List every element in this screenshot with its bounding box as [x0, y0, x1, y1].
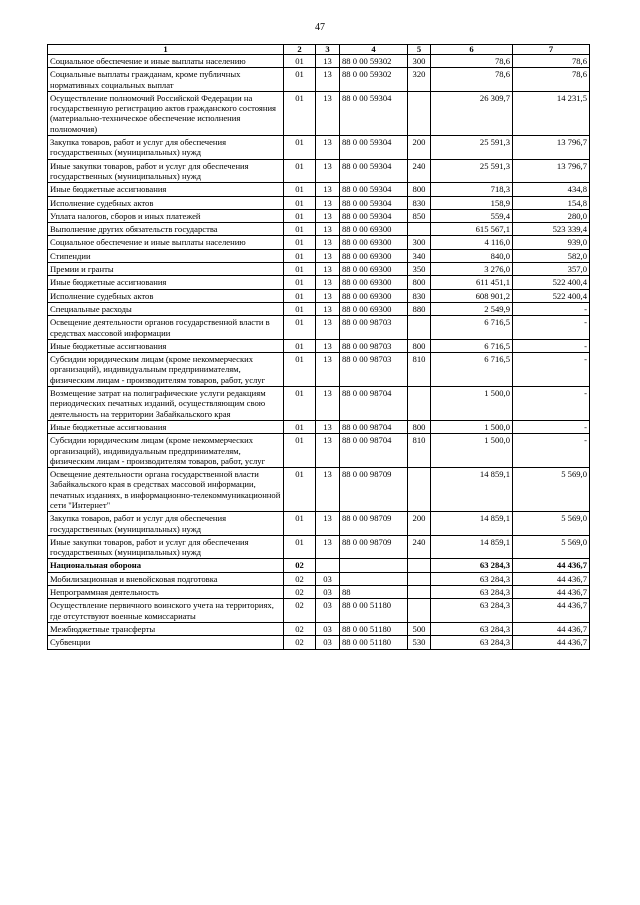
amount-cell-col6: 158,9	[431, 196, 513, 209]
target-article-code-cell: 88 0 00 98703	[340, 339, 408, 352]
section-code-cell: 01	[284, 249, 316, 262]
amount-cell-col7: 44 436,7	[513, 586, 590, 599]
amount-cell-col7: 44 436,7	[513, 572, 590, 585]
expense-type-code-cell: 300	[408, 55, 431, 68]
expense-type-code-cell: 350	[408, 263, 431, 276]
subsection-code-cell: 03	[316, 622, 340, 635]
row-name-cell: Субвенции	[48, 636, 284, 649]
target-article-code-cell: 88 0 00 59304	[340, 183, 408, 196]
table-row	[48, 535, 590, 559]
amount-cell-col6: 6 716,5	[431, 353, 513, 387]
subsection-code-cell: 13	[316, 387, 340, 421]
amount-cell-col6: 1 500,0	[431, 420, 513, 433]
expense-type-code-cell	[408, 468, 431, 512]
table-row	[48, 512, 590, 536]
row-name-cell: Социальные выплаты гражданам, кроме публичных нормативных социальных выплат	[48, 68, 284, 92]
expense-type-code-cell	[408, 387, 431, 421]
amount-cell-col6: 1 500,0	[431, 434, 513, 468]
target-article-code-cell: 88 0 00 98703	[340, 316, 408, 340]
amount-cell-col6: 559,4	[431, 209, 513, 222]
subsection-code-cell: 13	[316, 420, 340, 433]
subsection-code-cell: 13	[316, 68, 340, 92]
subsection-code-cell: 13	[316, 55, 340, 68]
target-article-code-cell: 88 0 00 69300	[340, 302, 408, 315]
amount-cell-col6: 26 309,7	[431, 91, 513, 135]
amount-cell-col6: 78,6	[431, 68, 513, 92]
target-article-code-cell: 88 0 00 59304	[340, 196, 408, 209]
subsection-code-cell: 13	[316, 159, 340, 183]
table-row	[48, 55, 590, 68]
subsection-code-cell: 03	[316, 586, 340, 599]
row-name-cell: Иные бюджетные ассигнования	[48, 339, 284, 352]
subsection-code-cell: 03	[316, 599, 340, 623]
table-row	[48, 276, 590, 289]
subsection-code-cell: 13	[316, 316, 340, 340]
amount-cell-col7: 5 569,0	[513, 468, 590, 512]
expense-type-code-cell: 200	[408, 512, 431, 536]
amount-cell-col7: 5 569,0	[513, 512, 590, 536]
row-name-cell: Исполнение судебных актов	[48, 196, 284, 209]
amount-cell-col7: -	[513, 387, 590, 421]
section-code-cell: 01	[284, 302, 316, 315]
amount-cell-col7: 280,0	[513, 209, 590, 222]
section-code-cell: 02	[284, 622, 316, 635]
amount-cell-col7: 154,8	[513, 196, 590, 209]
row-name-cell: Уплата налогов, сборов и иных платежей	[48, 209, 284, 222]
target-article-code-cell: 88 0 00 59304	[340, 91, 408, 135]
amount-cell-col7: 44 436,7	[513, 599, 590, 623]
expense-type-code-cell: 880	[408, 302, 431, 315]
amount-cell-col6: 63 284,3	[431, 559, 513, 572]
amount-cell-col7: -	[513, 434, 590, 468]
section-code-cell: 01	[284, 183, 316, 196]
row-name-cell: Межбюджетные трансферты	[48, 622, 284, 635]
subsection-code-cell: 13	[316, 263, 340, 276]
expense-type-code-cell: 320	[408, 68, 431, 92]
subsection-code-cell: 13	[316, 353, 340, 387]
target-article-code-cell: 88 0 00 59302	[340, 68, 408, 92]
amount-cell-col6: 6 716,5	[431, 316, 513, 340]
target-article-code-cell	[340, 572, 408, 585]
subsection-code-cell: 13	[316, 339, 340, 352]
subsection-code-cell: 13	[316, 249, 340, 262]
expense-type-code-cell	[408, 586, 431, 599]
row-name-cell: Освещение деятельности органа государственной власти Забайкальского края в средствах массовой информации, печатных изданиях, в информационно-телекоммуникационной сети "Интернет"	[48, 468, 284, 512]
expense-type-code-cell: 340	[408, 249, 431, 262]
target-article-code-cell: 88 0 00 69300	[340, 276, 408, 289]
row-name-cell: Субсидии юридическим лицам (кроме некоммерческих организаций), индивидуальным предпринимателям, физическим лицам - производителям товаров, работ, услуг	[48, 353, 284, 387]
amount-cell-col7: 44 436,7	[513, 622, 590, 635]
target-article-code-cell: 88 0 00 98704	[340, 434, 408, 468]
table-row	[48, 289, 590, 302]
table-row	[48, 209, 590, 222]
amount-cell-col6: 608 901,2	[431, 289, 513, 302]
amount-cell-col6: 840,0	[431, 249, 513, 262]
target-article-code-cell: 88 0 00 59302	[340, 55, 408, 68]
expense-type-code-cell: 830	[408, 289, 431, 302]
amount-cell-col6: 4 116,0	[431, 236, 513, 249]
row-name-cell: Премии и гранты	[48, 263, 284, 276]
subsection-code-cell: 13	[316, 512, 340, 536]
amount-cell-col6: 14 859,1	[431, 468, 513, 512]
table-row	[48, 572, 590, 585]
row-name-cell: Освещение деятельности органов государственной власти в средствах массовой информации	[48, 316, 284, 340]
target-article-code-cell: 88 0 00 98709	[340, 468, 408, 512]
expense-type-code-cell: 530	[408, 636, 431, 649]
table-row	[48, 468, 590, 512]
section-code-cell: 01	[284, 196, 316, 209]
table-row	[48, 91, 590, 135]
column-header: 7	[513, 45, 590, 55]
section-code-cell: 02	[284, 572, 316, 585]
table-row	[48, 339, 590, 352]
target-article-code-cell: 88 0 00 69300	[340, 249, 408, 262]
row-name-cell: Иные закупки товаров, работ и услуг для обеспечения государственных (муниципальных) нужд	[48, 535, 284, 559]
expense-type-code-cell: 300	[408, 236, 431, 249]
target-article-code-cell: 88	[340, 586, 408, 599]
table-row	[48, 196, 590, 209]
amount-cell-col6: 14 859,1	[431, 535, 513, 559]
subsection-code-cell: 13	[316, 468, 340, 512]
amount-cell-col7: 44 436,7	[513, 636, 590, 649]
section-code-cell: 01	[284, 316, 316, 340]
expense-type-code-cell: 800	[408, 183, 431, 196]
table-row	[48, 316, 590, 340]
subsection-code-cell: 13	[316, 236, 340, 249]
row-name-cell: Иные закупки товаров, работ и услуг для обеспечения государственных (муниципальных) нужд	[48, 159, 284, 183]
column-header: 1	[48, 45, 284, 55]
amount-cell-col6: 63 284,3	[431, 599, 513, 623]
table-row	[48, 302, 590, 315]
amount-cell-col6: 3 276,0	[431, 263, 513, 276]
subsection-code-cell: 13	[316, 183, 340, 196]
subsection-code-cell: 13	[316, 136, 340, 160]
subsection-code-cell: 13	[316, 434, 340, 468]
expense-type-code-cell: 800	[408, 339, 431, 352]
target-article-code-cell: 88 0 00 69300	[340, 223, 408, 236]
row-name-cell: Закупка товаров, работ и услуг для обеспечения государственных (муниципальных) нужд	[48, 512, 284, 536]
amount-cell-col6: 14 859,1	[431, 512, 513, 536]
section-code-cell: 01	[284, 276, 316, 289]
row-name-cell: Специальные расходы	[48, 302, 284, 315]
amount-cell-col6: 25 591,3	[431, 136, 513, 160]
expense-type-code-cell: 810	[408, 353, 431, 387]
section-code-cell: 01	[284, 91, 316, 135]
expense-type-code-cell	[408, 559, 431, 572]
page-number: 47	[315, 22, 325, 33]
expense-type-code-cell	[408, 316, 431, 340]
amount-cell-col7: -	[513, 302, 590, 315]
amount-cell-col7: -	[513, 339, 590, 352]
table-row	[48, 636, 590, 649]
section-code-cell: 01	[284, 223, 316, 236]
subsection-code-cell: 13	[316, 276, 340, 289]
section-code-cell: 02	[284, 586, 316, 599]
section-code-cell: 01	[284, 209, 316, 222]
expense-type-code-cell: 240	[408, 535, 431, 559]
amount-cell-col7: 357,0	[513, 263, 590, 276]
amount-cell-col7: 13 796,7	[513, 159, 590, 183]
amount-cell-col7: -	[513, 316, 590, 340]
amount-cell-col7: -	[513, 420, 590, 433]
table-row	[48, 353, 590, 387]
expense-type-code-cell	[408, 91, 431, 135]
amount-cell-col6: 2 549,9	[431, 302, 513, 315]
target-article-code-cell: 88 0 00 98703	[340, 353, 408, 387]
amount-cell-col7: 522 400,4	[513, 276, 590, 289]
amount-cell-col7: 78,6	[513, 55, 590, 68]
amount-cell-col6: 615 567,1	[431, 223, 513, 236]
row-name-cell: Социальное обеспечение и иные выплаты населению	[48, 236, 284, 249]
target-article-code-cell: 88 0 00 59304	[340, 209, 408, 222]
amount-cell-col7: 13 796,7	[513, 136, 590, 160]
target-article-code-cell	[340, 559, 408, 572]
section-code-cell: 01	[284, 159, 316, 183]
amount-cell-col6: 63 284,3	[431, 622, 513, 635]
section-code-cell: 01	[284, 420, 316, 433]
section-code-cell: 01	[284, 353, 316, 387]
section-code-cell: 01	[284, 434, 316, 468]
subsection-code-cell	[316, 559, 340, 572]
section-code-cell: 02	[284, 599, 316, 623]
expense-type-code-cell: 500	[408, 622, 431, 635]
target-article-code-cell: 88 0 00 69300	[340, 289, 408, 302]
subsection-code-cell: 03	[316, 636, 340, 649]
row-name-cell: Осуществление полномочий Российской Федерации на государственную регистрацию актов гражданского состояния (материально-техническое обеспечение исполнения полномочия)	[48, 91, 284, 135]
section-code-cell: 01	[284, 512, 316, 536]
table-row	[48, 236, 590, 249]
table-header-row	[48, 45, 590, 55]
row-name-cell: Иные бюджетные ассигнования	[48, 420, 284, 433]
expense-type-code-cell: 240	[408, 159, 431, 183]
amount-cell-col7: 523 339,4	[513, 223, 590, 236]
row-name-cell: Иные бюджетные ассигнования	[48, 276, 284, 289]
target-article-code-cell: 88 0 00 98704	[340, 420, 408, 433]
table-row	[48, 434, 590, 468]
target-article-code-cell: 88 0 00 69300	[340, 236, 408, 249]
section-code-cell: 01	[284, 339, 316, 352]
amount-cell-col6: 6 716,5	[431, 339, 513, 352]
amount-cell-col6: 611 451,1	[431, 276, 513, 289]
row-name-cell: Мобилизационная и вневойсковая подготовка	[48, 572, 284, 585]
row-name-cell: Выполнение других обязательств государства	[48, 223, 284, 236]
target-article-code-cell: 88 0 00 59304	[340, 159, 408, 183]
amount-cell-col6: 718,3	[431, 183, 513, 196]
amount-cell-col6: 78,6	[431, 55, 513, 68]
section-code-cell: 01	[284, 535, 316, 559]
amount-cell-col7: 434,8	[513, 183, 590, 196]
amount-cell-col6: 1 500,0	[431, 387, 513, 421]
target-article-code-cell: 88 0 00 98709	[340, 512, 408, 536]
amount-cell-col7: 78,6	[513, 68, 590, 92]
row-name-cell: Национальная оборона	[48, 559, 284, 572]
table-row	[48, 586, 590, 599]
expense-type-code-cell: 200	[408, 136, 431, 160]
row-name-cell: Исполнение судебных актов	[48, 289, 284, 302]
row-name-cell: Непрограммная деятельность	[48, 586, 284, 599]
table-row	[48, 68, 590, 92]
table-row	[48, 599, 590, 623]
section-code-cell: 01	[284, 263, 316, 276]
amount-cell-col6: 63 284,3	[431, 636, 513, 649]
amount-cell-col7: 939,0	[513, 236, 590, 249]
expense-type-code-cell: 830	[408, 196, 431, 209]
target-article-code-cell: 88 0 00 51180	[340, 636, 408, 649]
amount-cell-col7: 44 436,7	[513, 559, 590, 572]
amount-cell-col6: 63 284,3	[431, 572, 513, 585]
target-article-code-cell: 88 0 00 98709	[340, 535, 408, 559]
amount-cell-col6: 63 284,3	[431, 586, 513, 599]
amount-cell-col6: 25 591,3	[431, 159, 513, 183]
table-row	[48, 223, 590, 236]
subsection-code-cell: 13	[316, 302, 340, 315]
table-row	[48, 136, 590, 160]
section-code-cell: 01	[284, 289, 316, 302]
amount-cell-col7: 14 231,5	[513, 91, 590, 135]
table-row	[48, 559, 590, 572]
target-article-code-cell: 88 0 00 98704	[340, 387, 408, 421]
column-header: 6	[431, 45, 513, 55]
amount-cell-col7: 5 569,0	[513, 535, 590, 559]
table-row	[48, 183, 590, 196]
row-name-cell: Стипендии	[48, 249, 284, 262]
row-name-cell: Возмещение затрат на полиграфические услуги редакциям периодических печатных изданий, осуществляющим свою деятельность на территории Забайкальского края	[48, 387, 284, 421]
row-name-cell: Иные бюджетные ассигнования	[48, 183, 284, 196]
target-article-code-cell: 88 0 00 59304	[340, 136, 408, 160]
column-header: 3	[316, 45, 340, 55]
table-row	[48, 159, 590, 183]
expense-type-code-cell: 850	[408, 209, 431, 222]
section-code-cell: 01	[284, 468, 316, 512]
expense-type-code-cell	[408, 599, 431, 623]
row-name-cell: Социальное обеспечение и иные выплаты населению	[48, 55, 284, 68]
subsection-code-cell: 13	[316, 223, 340, 236]
table-row	[48, 249, 590, 262]
section-code-cell: 02	[284, 636, 316, 649]
target-article-code-cell: 88 0 00 51180	[340, 599, 408, 623]
section-code-cell: 01	[284, 236, 316, 249]
subsection-code-cell: 13	[316, 289, 340, 302]
subsection-code-cell: 03	[316, 572, 340, 585]
table-row	[48, 387, 590, 421]
amount-cell-col7: 582,0	[513, 249, 590, 262]
section-code-cell: 01	[284, 68, 316, 92]
row-name-cell: Осуществление первичного воинского учета на территориях, где отсутствуют военные комиссариаты	[48, 599, 284, 623]
expense-type-code-cell: 810	[408, 434, 431, 468]
subsection-code-cell: 13	[316, 209, 340, 222]
table-body	[48, 55, 590, 650]
amount-cell-col7: 522 400,4	[513, 289, 590, 302]
table-row	[48, 622, 590, 635]
target-article-code-cell: 88 0 00 69300	[340, 263, 408, 276]
table-row	[48, 420, 590, 433]
amount-cell-col7: -	[513, 353, 590, 387]
row-name-cell: Субсидии юридическим лицам (кроме некоммерческих организаций), индивидуальным предпринимателям, физическим лицам - производителям товаров, работ, услуг	[48, 434, 284, 468]
section-code-cell: 01	[284, 136, 316, 160]
subsection-code-cell: 13	[316, 91, 340, 135]
expense-type-code-cell	[408, 572, 431, 585]
section-code-cell: 02	[284, 559, 316, 572]
target-article-code-cell: 88 0 00 51180	[340, 622, 408, 635]
section-code-cell: 01	[284, 55, 316, 68]
subsection-code-cell: 13	[316, 196, 340, 209]
section-code-cell: 01	[284, 387, 316, 421]
expense-type-code-cell: 800	[408, 420, 431, 433]
table-row	[48, 263, 590, 276]
row-name-cell: Закупка товаров, работ и услуг для обеспечения государственных (муниципальных) нужд	[48, 136, 284, 160]
column-header: 2	[284, 45, 316, 55]
column-header: 5	[408, 45, 431, 55]
column-header: 4	[340, 45, 408, 55]
expense-type-code-cell: 800	[408, 276, 431, 289]
budget-table	[47, 44, 590, 650]
subsection-code-cell: 13	[316, 535, 340, 559]
expense-type-code-cell	[408, 223, 431, 236]
